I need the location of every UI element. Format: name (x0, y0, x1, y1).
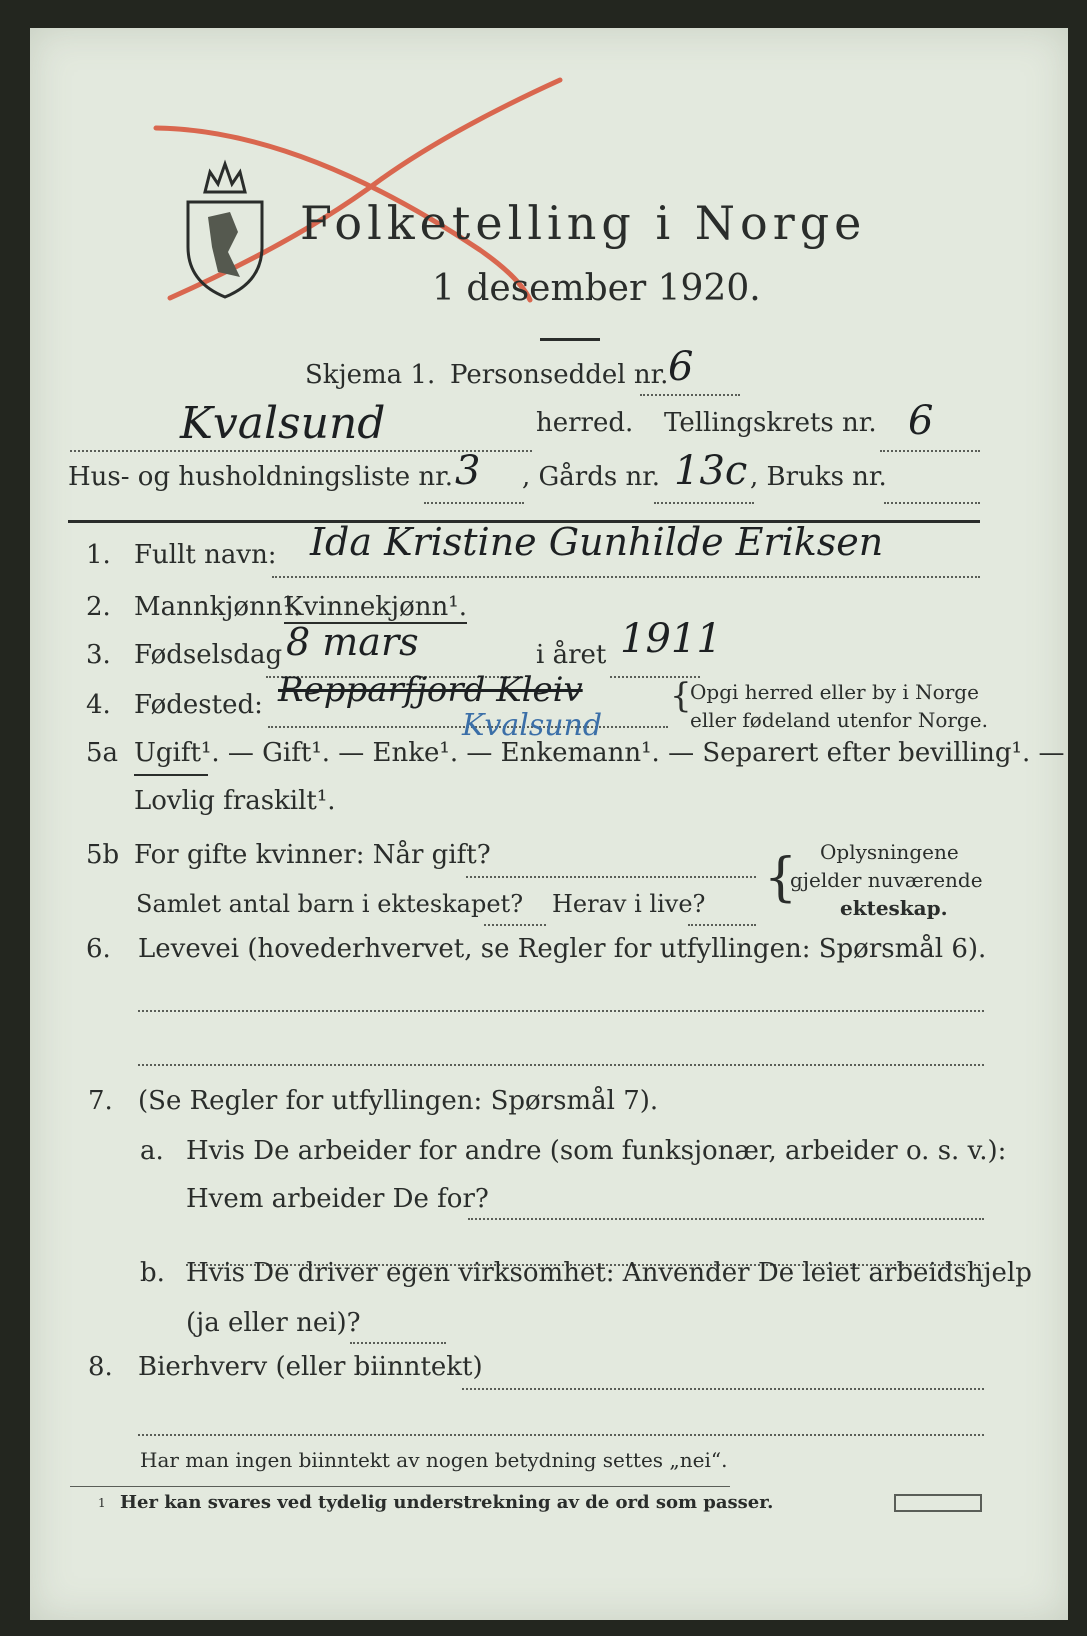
marriage-note-1: Oplysningene (820, 840, 959, 864)
personseddel-label: Personseddel nr. (450, 360, 669, 390)
civil-status-options-2: Lovlig fraskilt¹. (134, 786, 336, 816)
footnote-text: Her kan svares ved tydelig understrekning av de ord som passer. (120, 1492, 774, 1513)
tellingskrets-value: 6 (908, 398, 934, 444)
marriage-note-3: ekteskap. (840, 896, 948, 920)
personseddel-value: 6 (668, 344, 694, 390)
q4-number: 4. (86, 690, 111, 720)
side-income-label: Bierhverv (eller biinntekt) (138, 1352, 483, 1382)
coat-of-arms-icon (180, 152, 270, 302)
mannkjonn-label: Mannkjønn¹. (134, 592, 302, 622)
form-title: Folketelling i Norge (300, 196, 867, 250)
form-date: 1 desember 1920. (432, 268, 761, 309)
title-divider (540, 338, 600, 341)
husliste-label: Hus- og husholdningsliste nr. (68, 462, 454, 492)
gards-label: , Gårds nr. (522, 462, 661, 492)
hired-help-label: (ja eller nei)? (186, 1308, 361, 1338)
birthdate-label: Fødselsdag (134, 640, 283, 670)
employer-question: Hvis De arbeider for andre (som funksjonær, arbeider o. s. v.): (186, 1136, 1007, 1166)
birthyear-value: 1911 (620, 616, 722, 662)
footnote-rule (70, 1486, 730, 1487)
birthdate-value: 8 mars (286, 620, 419, 664)
husliste-value: 3 (455, 448, 481, 494)
birthplace-note-1: Opgi herred eller by i Norge (690, 680, 979, 704)
q8-number: 8. (88, 1352, 113, 1382)
printer-stamp (894, 1494, 982, 1512)
children-count-label: Samlet antal barn i ekteskapet? (136, 890, 524, 918)
full-name-value: Ida Kristine Gunhilde Eriksen (310, 520, 884, 564)
birthplace-struck-value: Repparfjord Kleiv (278, 670, 583, 710)
birthplace-value: Kvalsund (462, 708, 603, 743)
note-brace-2: { (764, 848, 798, 908)
occupation-label: Levevei (hovederhvervet, se Regler for utfyllingen: Spørsmål 6). (138, 934, 987, 964)
marriage-date-label: For gifte kvinner: Når gift? (134, 840, 491, 870)
birthyear-label: i året (536, 640, 607, 670)
bruks-label: , Bruks nr. (750, 462, 887, 492)
q5a-number: 5a (86, 738, 119, 768)
skjema-label: Skjema 1. (305, 360, 436, 390)
ugift-underline (134, 774, 208, 776)
tellingskrets-label: Tellingskrets nr. (664, 408, 877, 438)
note-brace: { (670, 676, 692, 716)
herred-label: herred. (536, 408, 634, 438)
birthplace-label: Fødested: (134, 690, 263, 720)
footnote-mark: 1 (98, 1496, 106, 1510)
full-name-label: Fullt navn: (134, 540, 277, 570)
q2-number: 2. (86, 592, 111, 622)
q7a-letter: a. (140, 1136, 164, 1166)
q7b-letter: b. (140, 1258, 165, 1288)
side-income-note: Har man ingen biinntekt av nogen betydning settes „nei“. (140, 1448, 728, 1472)
herred-value: Kvalsund (180, 398, 386, 449)
birthplace-note-2: eller fødeland utenfor Norge. (690, 708, 988, 732)
marriage-note-2: gjelder nuværende (790, 868, 983, 892)
q5b-number: 5b (86, 840, 120, 870)
gards-value: 13c (674, 448, 748, 494)
children-alive-label: Herav i live? (552, 890, 706, 918)
q7-label: (Se Regler for utfyllingen: Spørsmål 7). (138, 1086, 659, 1116)
q3-number: 3. (86, 640, 111, 670)
civil-status-options: Ugift¹. — Gift¹. — Enke¹. — Enkemann¹. — Separert efter bevilling¹. — (134, 738, 1065, 768)
kvinnekjonn-label: Kvinnekjønn¹. (284, 592, 467, 622)
q6-number: 6. (86, 934, 111, 964)
employer-label: Hvem arbeider De for? (186, 1184, 489, 1214)
q1-number: 1. (86, 540, 111, 570)
q7-number: 7. (88, 1086, 113, 1116)
self-employed-question: Hvis De driver egen virksomhet: Anvender De leiet arbeidshjelp (186, 1258, 1032, 1288)
